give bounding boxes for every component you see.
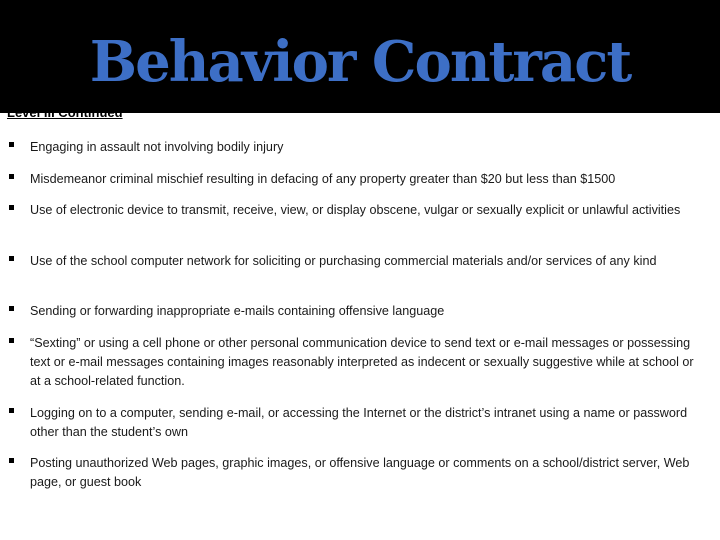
bullet-icon xyxy=(9,174,14,179)
list-item-text: Use of the school computer network for soliciting or purchasing commercial materials and/or services of any kind xyxy=(30,254,657,268)
list-item-text: “Sexting” or using a cell phone or other personal communication device to send text or e-mail messages or possessing text or e-mail messages containing images reasonably interpreted as indecent or sexually suggestive while at school or at a school-related function. xyxy=(30,336,694,388)
bullet-icon xyxy=(9,142,14,147)
title-bar xyxy=(0,0,720,113)
list-item-text: Posting unauthorized Web pages, graphic images, or offensive language or comments on a school/district server, Web page, or guest book xyxy=(30,456,690,489)
bullet-icon xyxy=(9,458,14,463)
bullet-icon xyxy=(9,338,14,343)
slide-title: Behavior Contract xyxy=(89,29,631,95)
bullet-icon xyxy=(9,408,14,413)
bullet-icon xyxy=(9,256,14,261)
list-item-text: Misdemeanor criminal mischief resulting in defacing of any property greater than $20 but less than $1500 xyxy=(30,172,616,186)
list-item-text: Sending or forwarding inappropriate e-mails containing offensive language xyxy=(30,304,445,318)
bullet-icon xyxy=(9,205,14,210)
list-item-text: Use of electronic device to transmit, receive, view, or display obscene, vulgar or sexually explicit or unlawful activities xyxy=(30,203,681,217)
list-item-text: Logging on to a computer, sending e-mail, or accessing the Internet or the district’s intranet using a name or password other than the student’s own xyxy=(30,406,688,439)
bullet-icon xyxy=(9,306,14,311)
list-item-text: Engaging in assault not involving bodily injury xyxy=(30,140,284,154)
